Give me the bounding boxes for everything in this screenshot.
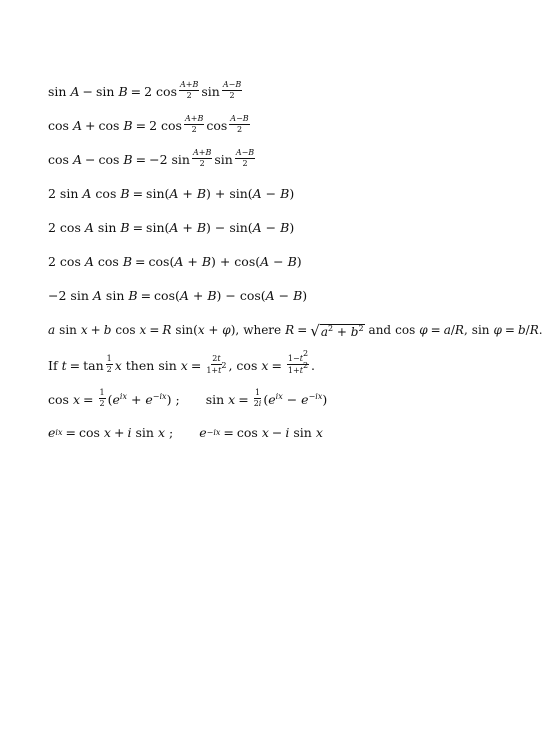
formula-euler-cos-sin: cos x = $\frac{1}{2}$ $(e^{ix} + e^{-ix})$ ; sin x = $\frac{1}{2i}$ $(e^{ix} - e^{-ix})$	[48, 388, 328, 408]
formula-2cosAsinB: 2 cos A sin B = sin(A + B) − sin(A − B)	[48, 220, 295, 235]
formula-sin-difference: sin A − sin B = 2 cos $\frac{A+B}{2}$ sin $\frac{A-B}{2}$	[48, 80, 242, 100]
formula-2sinAcosB: 2 sin A cos B = sin(A + B) + sin(A − B)	[48, 186, 295, 201]
formula-harmonic-form: a sin x + b cos x = R sin(x + φ), where R = √ $a^2 + b^2$ and cos φ = a / R , sin φ = b / R .	[48, 321, 543, 340]
formula-neg2sinAsinB: −2 sin A sin B = cos(A + B) − cos(A − B)	[48, 288, 308, 303]
formula-euler-identity: e ix = cos x + i sin x ; e −ix = cos x − i sin x	[48, 425, 323, 440]
formula-cos-difference: cos A − cos B = −2 sin $\frac{A+B}{2}$ sin $\frac{A-B}{2}$	[48, 148, 255, 168]
formula-2cosAcosB: 2 cos A cos B = cos(A + B) + cos(A − B)	[48, 254, 302, 269]
formula-cos-sum: cos A + cos B = 2 cos $\frac{A+B}{2}$ cos $\frac{A-B}{2}$	[48, 114, 249, 134]
formula-t-substitution: If t = tan $\frac{1}{2}$ x then sin x = $\frac{2t}{1+t^2}$ , cos x = $\frac{1-t^2}{1+t^2}$ .	[48, 349, 316, 375]
